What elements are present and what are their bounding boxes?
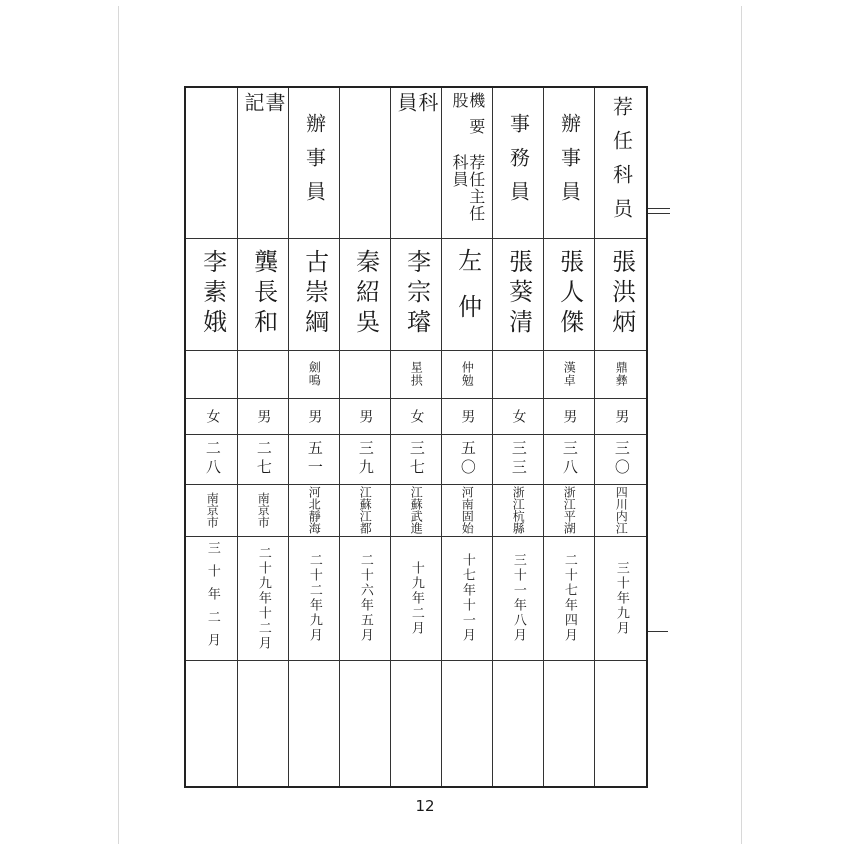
- staff-name: 古崇綱: [300, 249, 329, 339]
- staff-name: 張人傑: [555, 249, 584, 339]
- position-title: 荐任科员: [609, 96, 634, 232]
- page-number: 12: [415, 797, 435, 815]
- native-place: 浙江平湖: [562, 486, 577, 534]
- binding-tick-marks: [648, 208, 670, 216]
- age: 五一: [305, 440, 324, 478]
- gender: 男: [306, 408, 323, 424]
- position-title: 辦事員: [557, 113, 582, 215]
- position-title: [187, 92, 237, 236]
- start-date: 三十年二月: [204, 540, 220, 656]
- staff-name: 張洪炳: [607, 249, 636, 339]
- position-title: [340, 92, 390, 236]
- gender: 男: [459, 408, 476, 424]
- start-date: 二十二年九月: [306, 553, 322, 643]
- courtesy-name: [493, 352, 543, 396]
- start-date: 三十年九月: [613, 560, 629, 636]
- gender: 女: [204, 408, 221, 424]
- position-title: 書記: [241, 92, 286, 172]
- row-divider: [186, 536, 646, 537]
- row-divider: [186, 350, 646, 351]
- age: 二八: [203, 440, 222, 478]
- position-name: 荐任主任科員: [450, 154, 486, 223]
- native-place: 江蘇武進: [409, 486, 424, 534]
- gender: 女: [408, 408, 425, 424]
- staff-name: 李素娥: [198, 249, 227, 339]
- page-edge-left: [118, 6, 119, 844]
- courtesy-name: 鼎彝: [614, 361, 629, 387]
- start-date: 二十六年五月: [357, 553, 373, 643]
- binding-tick-mark: [648, 631, 668, 632]
- staff-name: 秦紹吳: [351, 249, 380, 339]
- staff-roster-table: [184, 86, 648, 788]
- courtesy-name: 劍鳴: [307, 361, 322, 387]
- age: 五〇: [458, 440, 477, 478]
- position-title: 事務員: [506, 113, 531, 215]
- native-place: 浙江杭縣: [511, 486, 526, 534]
- native-place: 南京市: [205, 492, 220, 528]
- position-title: 科員: [394, 92, 439, 172]
- start-date: 十七年十一月: [459, 553, 475, 643]
- courtesy-name: [187, 352, 237, 396]
- position-title: [442, 92, 492, 236]
- row-divider: [186, 398, 646, 399]
- row-divider: [186, 484, 646, 485]
- start-date: 十九年二月: [408, 560, 424, 636]
- age: 三七: [407, 440, 426, 478]
- native-place: 南京市: [256, 492, 271, 528]
- page-edge-right: [741, 6, 742, 844]
- courtesy-name: [340, 352, 390, 396]
- gender: 男: [561, 408, 578, 424]
- native-place: 河北靜海: [307, 486, 322, 534]
- courtesy-name: 星拱: [409, 361, 424, 387]
- position-title: 辦事員: [302, 113, 327, 215]
- gender: 男: [357, 408, 374, 424]
- staff-name: 張葵清: [504, 249, 533, 339]
- gender: 男: [613, 408, 630, 424]
- gender: 女: [510, 408, 527, 424]
- courtesy-name: 仲勉: [460, 361, 475, 387]
- age: 三三: [509, 440, 528, 478]
- row-divider: [186, 238, 646, 239]
- courtesy-name: [238, 352, 288, 396]
- courtesy-name: 漢卓: [562, 361, 577, 387]
- age: 三八: [560, 440, 579, 478]
- age: 二七: [254, 440, 273, 478]
- age: 三九: [356, 440, 375, 478]
- start-date: 二十七年四月: [561, 553, 577, 643]
- native-place: 江蘇江都: [358, 486, 373, 534]
- age: 三〇: [612, 440, 631, 478]
- staff-name: 龔長和: [249, 249, 278, 339]
- gender: 男: [255, 408, 272, 424]
- native-place: 四川内江: [614, 486, 629, 534]
- start-date: 三十一年八月: [510, 553, 526, 643]
- section-name: 機要股: [450, 92, 486, 144]
- staff-name: 左仲: [453, 248, 482, 340]
- row-divider: [186, 660, 646, 661]
- native-place: 河南固始: [460, 486, 475, 534]
- start-date: 二十九年十二月: [255, 545, 271, 651]
- staff-name: 李宗璿: [402, 249, 431, 339]
- row-divider: [186, 434, 646, 435]
